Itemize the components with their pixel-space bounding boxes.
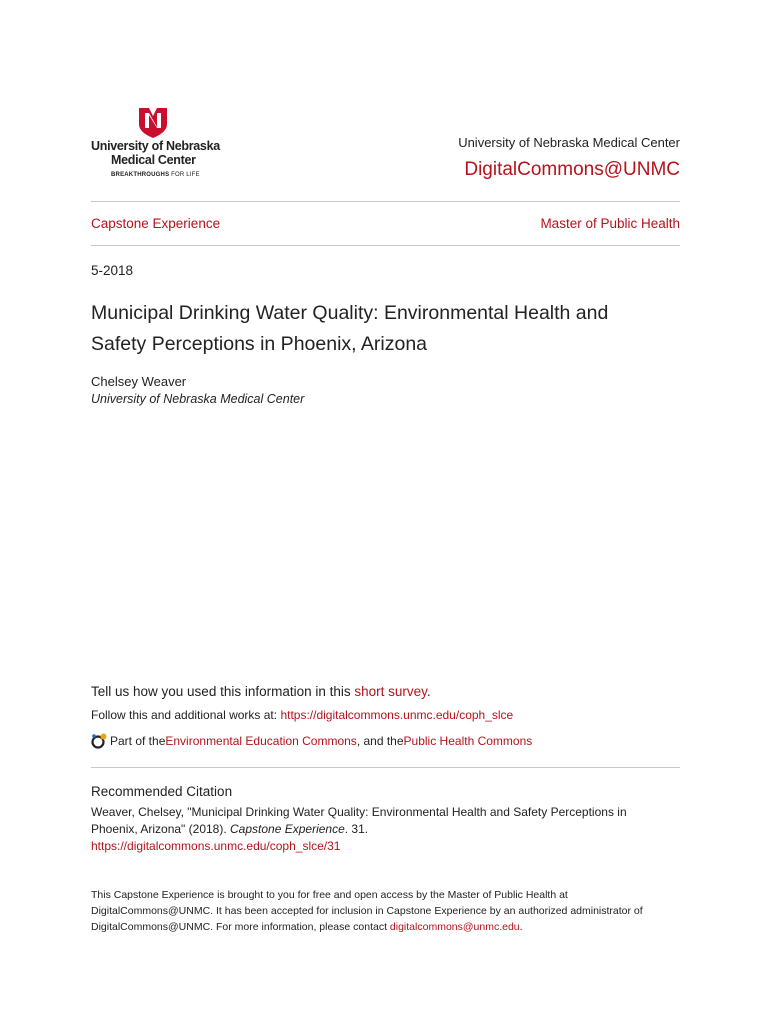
- citation-text: Weaver, Chelsey, "Municipal Drinking Water Quality: Environmental Health and Safety Perceptions in Phoenix, Arizona" (2018). Capstone Experience. 31. https://digitalcommons.unmc.edu/coph_slce/31: [91, 805, 627, 853]
- paper-title: Municipal Drinking Water Quality: Environmental Health and Safety Perceptions in Phoenix, Arizona: [91, 302, 609, 355]
- author-name: Chelsey Weaver: [91, 374, 187, 389]
- unmc-n-logo-icon: [139, 108, 167, 138]
- access-statement: This Capstone Experience is brought to you for free and open access by the Master of Public Health at DigitalCommons@UNMC. It has been accepted for inclusion in Capstone Experience by an authorized administrator of DigitalCommons@UNMC. For more information, please contact digitalcommons@unmc.edu.: [91, 889, 643, 933]
- survey-link[interactable]: short survey: [354, 684, 427, 699]
- follow-link[interactable]: https://digitalcommons.unmc.edu/coph_slce: [280, 708, 514, 722]
- series-link[interactable]: Capstone Experience: [91, 216, 221, 231]
- divider-nav: [91, 245, 680, 246]
- logo-line-1: University of Nebraska: [91, 139, 220, 153]
- repository-link[interactable]: DigitalCommons@UNMC: [464, 159, 680, 180]
- unmc-logo: [91, 106, 231, 182]
- follow-line: Follow this and additional works at: https://digitalcommons.unmc.edu/coph_slce: [91, 708, 514, 722]
- logo-line-2: Medical Center: [111, 153, 196, 167]
- author-affiliation: University of Nebraska Medical Center: [91, 392, 305, 406]
- survey-line: Tell us how you used this information in this short survey.: [91, 684, 431, 699]
- part-of-line: Part of the Environmental Education Commons , and the Public Health Commons: [91, 733, 532, 749]
- citation-heading: Recommended Citation: [91, 784, 233, 799]
- divider-citation: [91, 767, 680, 768]
- public-health-commons-link[interactable]: Public Health Commons: [403, 734, 533, 748]
- department-link[interactable]: Master of Public Health: [540, 216, 680, 231]
- environmental-education-commons-link[interactable]: Environmental Education Commons: [165, 734, 357, 748]
- citation-url-link[interactable]: https://digitalcommons.unmc.edu/coph_slce/31: [91, 839, 341, 853]
- divider-top: [91, 201, 680, 202]
- logo-tagline: BREAKTHROUGHS FOR LIFE: [111, 172, 200, 178]
- institution-name: University of Nebraska Medical Center: [458, 135, 680, 150]
- contact-email-link[interactable]: digitalcommons@unmc.edu: [389, 921, 520, 933]
- publication-date: 5-2018: [91, 263, 134, 278]
- cover-page: [91, 0, 680, 1024]
- bepress-network-icon: [91, 733, 107, 749]
